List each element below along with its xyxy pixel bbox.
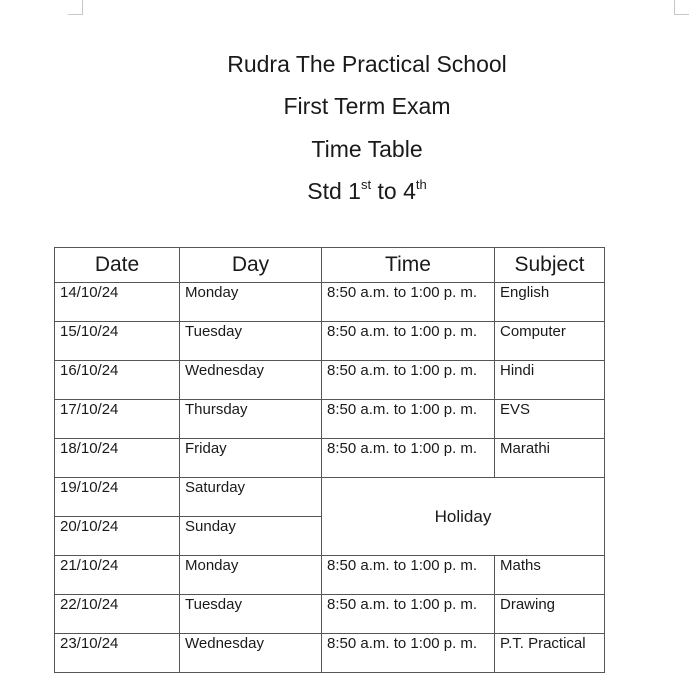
cell-subject: Marathi [495,439,605,478]
table-header-row [55,248,605,283]
standard-range [0,177,700,205]
table-row [55,634,605,673]
table-row [55,478,605,517]
cell-date: 20/10/24 [55,517,180,556]
cell-date: 14/10/24 [55,283,180,322]
table-row [55,361,605,400]
cell-day: Tuesday [180,595,322,634]
document-title: Time Table [311,136,423,162]
cell-day: Wednesday [180,634,322,673]
cell-time: 8:50 a.m. to 1:00 p. m. [322,400,495,439]
cell-day: Sunday [180,517,322,556]
cell-date: 21/10/24 [55,556,180,595]
cell-subject: Hindi [495,361,605,400]
cell-subject: Maths [495,556,605,595]
cell-date: 17/10/24 [55,400,180,439]
page-corner-mark-right [674,0,689,15]
cell-day: Thursday [180,400,322,439]
table-row [55,595,605,634]
cell-date: 18/10/24 [55,439,180,478]
table-row [55,400,605,439]
cell-subject: English [495,283,605,322]
cell-subject: Computer [495,322,605,361]
std-sup-last: th [415,177,427,192]
cell-day: Friday [180,439,322,478]
cell-date: 19/10/24 [55,478,180,517]
school-name: Rudra The Practical School [227,51,507,77]
cell-time: 8:50 a.m. to 1:00 p. m. [322,439,495,478]
page-corner-mark-left [68,0,83,15]
cell-time: 8:50 a.m. to 1:00 p. m. [322,361,495,400]
column-header-time: Time [322,248,495,283]
std-prefix: Std 1 [307,178,361,204]
cell-time: 8:50 a.m. to 1:00 p. m. [322,322,495,361]
table-row [55,283,605,322]
column-header-subject: Subject [495,248,605,283]
cell-date: 16/10/24 [55,361,180,400]
cell-day: Tuesday [180,322,322,361]
cell-subject: P.T. Practical [495,634,605,673]
cell-day: Monday [180,556,322,595]
cell-time: 8:50 a.m. to 1:00 p. m. [322,283,495,322]
cell-time: 8:50 a.m. to 1:00 p. m. [322,595,495,634]
timetable [54,247,605,673]
cell-time: 8:50 a.m. to 1:00 p. m. [322,634,495,673]
column-header-date: Date [55,248,180,283]
column-header-day: Day [180,248,322,283]
std-sup-first: st [360,177,372,192]
cell-date: 22/10/24 [55,595,180,634]
table-row [55,556,605,595]
std-mid: to 4 [371,178,416,204]
table-row [55,322,605,361]
cell-day: Saturday [180,478,322,517]
cell-date: 23/10/24 [55,634,180,673]
exam-name: First Term Exam [283,93,451,119]
cell-subject: Drawing [495,595,605,634]
cell-time: 8:50 a.m. to 1:00 p. m. [322,556,495,595]
cell-day: Monday [180,283,322,322]
holiday-cell: Holiday [322,478,605,556]
cell-date: 15/10/24 [55,322,180,361]
cell-subject: EVS [495,400,605,439]
cell-day: Wednesday [180,361,322,400]
table-row [55,439,605,478]
